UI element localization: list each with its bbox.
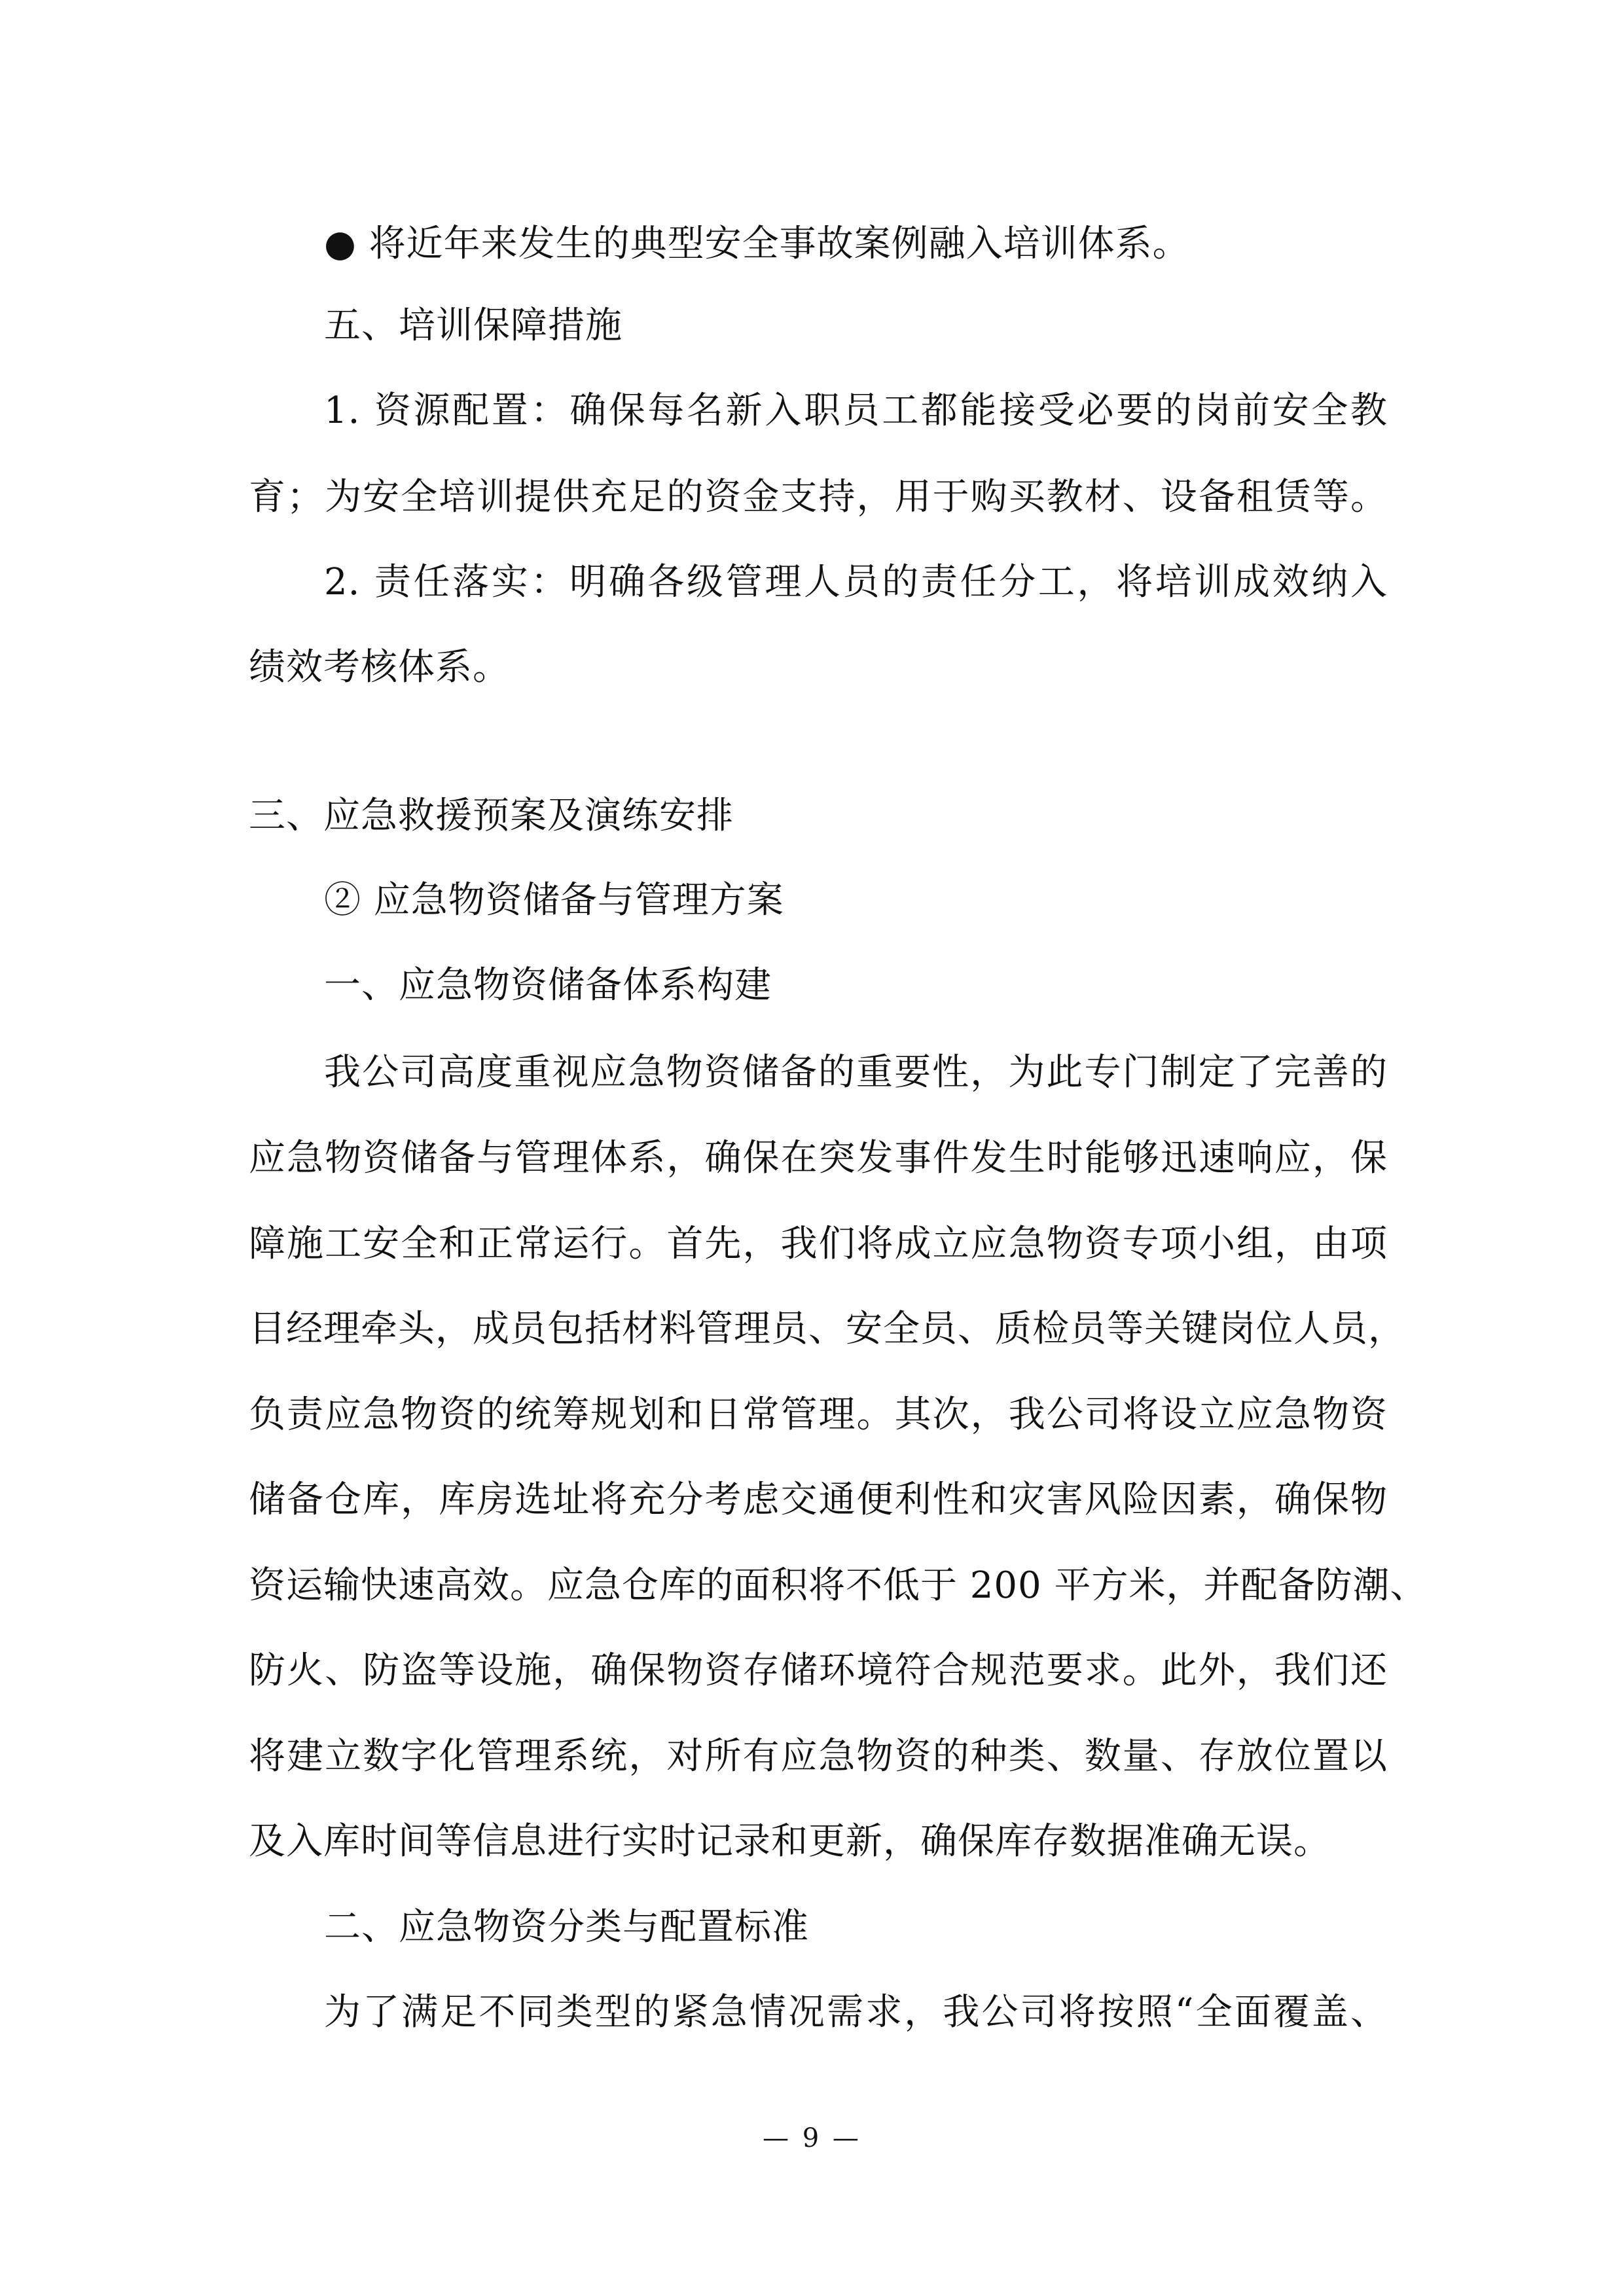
paragraph-line: 目经理牵头，成员包括材料管理员、安全员、质检员等关键岗位人员，: [249, 1308, 1405, 1350]
paragraph-line: 储备仓库，库房选址将充分考虑交通便利性和灾害风险因素，确保物: [249, 1479, 1388, 1521]
section-heading-reserve-system: 一、应急物资储备体系构建: [324, 964, 772, 1007]
section-heading-training-guarantee: 五、培训保障措施: [324, 304, 623, 347]
paragraph-line: 为了满足不同类型的紧急情况需求，我公司将按照“全面覆盖、: [324, 1991, 1388, 2034]
paragraph-line: 2. 责任落实：明确各级管理人员的责任分工，将培训成效纳入: [324, 561, 1388, 603]
paragraph-line: 将建立数字化管理系统，对所有应急物资的种类、数量、存放位置以: [249, 1735, 1388, 1778]
subsection-heading-emergency-supplies: ② 应急物资储备与管理方案: [324, 879, 784, 922]
paragraph-line: 资运输快速高效。应急仓库的面积将不低于 200 平方米，并配备防潮、: [249, 1564, 1428, 1607]
paragraph-line: 防火、防盗等设施，确保物资存储环境符合规范要求。此外，我们还: [249, 1649, 1388, 1692]
paragraph-line: 应急物资储备与管理体系，确保在突发事件发生时能够迅速响应，保: [249, 1137, 1388, 1179]
bullet-item-case-study: ● 将近年来发生的典型安全事故案例融入培训体系。: [324, 223, 1190, 265]
paragraph-line: 及入库时间等信息进行实时记录和更新，确保库存数据准确无误。: [249, 1820, 1331, 1863]
paragraph-line: 育；为安全培训提供充足的资金支持，用于购买教材、设备租赁等。: [249, 476, 1388, 518]
section-heading-classification: 二、应急物资分类与配置标准: [324, 1906, 809, 1948]
paragraph-line: 我公司高度重视应急物资储备的重要性，为此专门制定了完善的: [324, 1051, 1388, 1094]
paragraph-line: 障施工安全和正常运行。首先，我们将成立应急物资专项小组，由项: [249, 1223, 1388, 1265]
page-number: — 9 —: [763, 2123, 861, 2153]
chapter-heading-emergency-plan: 三、应急救援预案及演练安排: [249, 795, 734, 837]
paragraph-line: 绩效考核体系。: [249, 646, 510, 689]
paragraph-line: 负责应急物资的统筹规划和日常管理。其次，我公司将设立应急物资: [249, 1393, 1388, 1436]
paragraph-line: 1. 资源配置：确保每名新入职员工都能接受必要的岗前安全教: [324, 389, 1388, 432]
